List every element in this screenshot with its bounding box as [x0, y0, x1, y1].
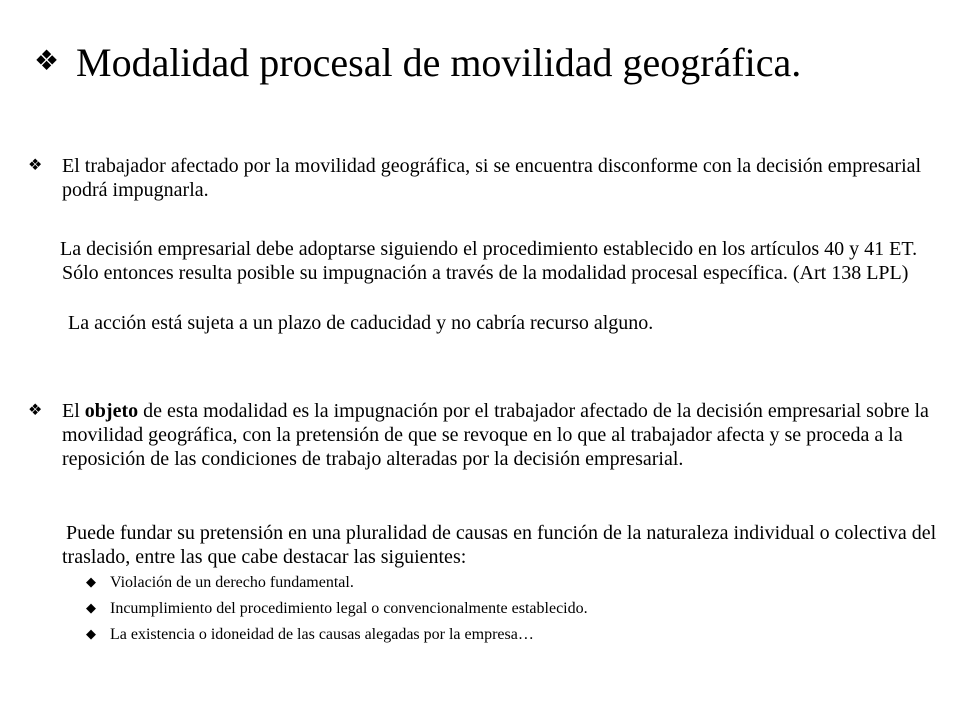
paragraph-3	[68, 311, 948, 335]
paragraph-3-text: La acción está sujeta a un plazo de caducidad y no cabría recurso alguno.	[68, 312, 654, 334]
paragraph-5	[62, 521, 942, 569]
diamond-four-icon: ❖	[34, 46, 60, 77]
sub-item-1-text: Violación de un derecho fundamental.	[110, 574, 354, 591]
sub-list-item	[86, 624, 930, 646]
paragraph-1-text: El trabajador afectado por la movilidad geográfica, si se encuentra disconforme con la decisión empresarial podrá impugnarla.	[62, 155, 922, 201]
paragraph-2	[62, 237, 942, 285]
sub-item-3-text: La existencia o idoneidad de las causas alegadas por la empresa…	[110, 626, 534, 643]
paragraph-4-pre: El	[62, 400, 85, 422]
diamond-icon: ◆	[86, 600, 96, 615]
slide-title	[34, 36, 934, 89]
diamond-four-icon: ❖	[28, 402, 43, 419]
sub-list-item	[86, 598, 930, 620]
diamond-four-icon: ❖	[28, 157, 43, 174]
paragraph-2-text: La decisión empresarial debe adoptarse siguiendo el procedimiento establecido en los artículos 40 y 41 ET. Sólo entonces resulta posible su impugnación a través de la modalidad procesal específica. (Art 138 LPL)	[60, 238, 918, 284]
sub-item-2-text: Incumplimiento del procedimiento legal o convencionalmente establecido.	[110, 600, 588, 617]
bullet-paragraph-4	[28, 399, 942, 471]
paragraph-5-text: Puede fundar su pretensión en una pluralidad de causas en función de la naturaleza individual o colectiva del traslado, entre las que cabe destacar las siguientes:	[62, 522, 937, 568]
diamond-icon: ◆	[86, 626, 96, 641]
bullet-paragraph-1	[28, 154, 942, 202]
paragraph-4-post: de esta modalidad es la impugnación por el trabajador afectado de la decisión empresarial sobre la movilidad geográfica, con la pretensión de que se revoque en lo que al trabajador afecta y se proceda a la reposición de las condiciones de trabajo alteradas por la decisión empresarial.	[62, 400, 929, 470]
slide-title-text: Modalidad procesal de movilidad geográfica.	[76, 40, 802, 85]
paragraph-4-bold: objeto	[84, 400, 139, 422]
sub-list-item	[86, 572, 930, 594]
diamond-icon: ◆	[86, 574, 96, 589]
